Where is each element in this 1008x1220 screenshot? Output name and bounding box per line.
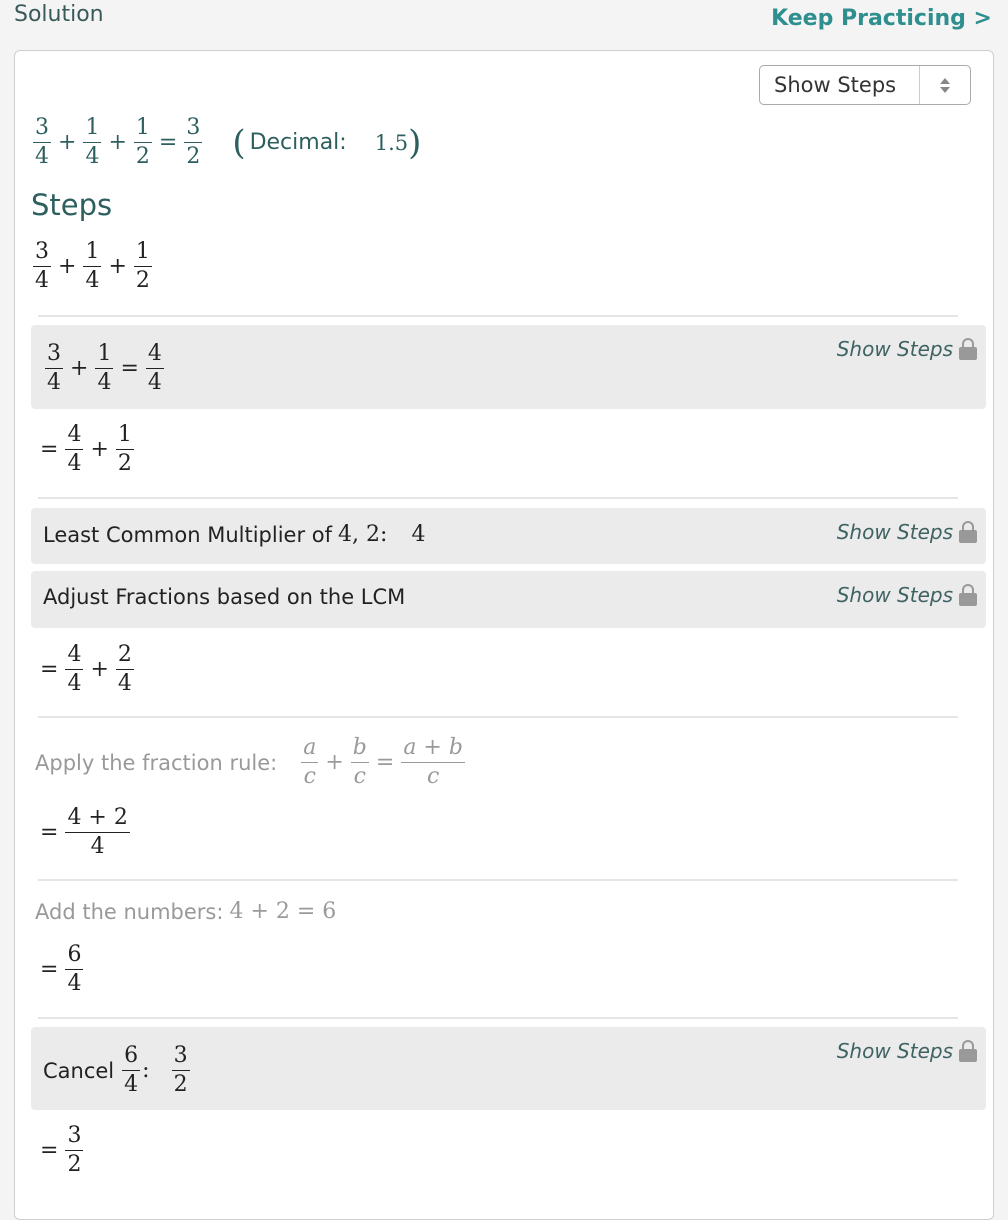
show-steps-button[interactable]: Show Steps	[837, 1039, 977, 1063]
result-line	[31, 117, 421, 168]
steps-start-expression	[31, 241, 154, 292]
math-operator: =	[40, 819, 59, 845]
fraction: $\frac{1}{4}$	[85, 239, 100, 293]
fraction: $\frac{4}{4}$	[67, 422, 82, 476]
fraction-rule-math	[299, 737, 467, 788]
step-line-3-math	[35, 644, 136, 695]
math-operator: +	[90, 436, 109, 462]
fraction: $\frac{1}{4}$	[97, 341, 112, 395]
substep-box-add	[31, 325, 986, 409]
fraction: $\frac{a}{c}$	[303, 735, 317, 789]
cancel-text: Cancel	[43, 1058, 115, 1083]
step-line-3	[35, 644, 136, 695]
lock-icon	[959, 521, 977, 543]
decimal-label: Decimal:	[249, 130, 347, 155]
fraction: $\frac{3}{2}$	[67, 1123, 82, 1177]
substep-box-cancel	[31, 1027, 986, 1110]
cancel-result: $\frac{3}{2}$	[173, 1043, 188, 1097]
step-line-5-math	[35, 944, 85, 995]
lock-icon	[959, 584, 977, 606]
keep-practicing-link[interactable]: Keep Practicing >	[771, 6, 992, 31]
cancel-colon: :	[142, 1058, 150, 1083]
divider	[38, 315, 958, 317]
top-bar	[0, 0, 1008, 40]
math-operator: +	[90, 656, 109, 682]
solution-label: Solution	[14, 2, 104, 27]
fraction: $\frac{1}{4}$	[85, 115, 100, 169]
step-line-2-math	[35, 424, 136, 475]
lcm-args: 4, 2:	[338, 522, 388, 547]
fraction: $\frac{3}{4}$	[35, 115, 49, 169]
add-numbers-line	[35, 899, 336, 924]
step-line-6-math	[35, 1125, 85, 1176]
lcm-text: Least Common Multiplier of	[43, 522, 333, 547]
divider	[38, 497, 958, 499]
math-operator: +	[108, 253, 127, 279]
decimal-value: 1.5	[374, 130, 409, 155]
show-steps-button[interactable]: Show Steps	[837, 583, 977, 607]
math-operator: +	[108, 129, 127, 155]
math-operator: +	[58, 129, 77, 155]
math-operator: =	[40, 656, 59, 682]
fraction: $\frac{1}{2}$	[135, 239, 150, 293]
decimal-result: ( Decimal: 1.5 )	[232, 122, 422, 163]
step-line-4-math	[35, 807, 132, 858]
step-line-6	[35, 1125, 85, 1176]
fraction-rule-line	[35, 737, 467, 788]
solution-card	[14, 50, 994, 1220]
lock-icon	[959, 1040, 977, 1062]
step-line-5	[35, 944, 85, 995]
select-arrows-icon	[919, 66, 970, 104]
fraction: $\frac{2}{4}$	[117, 642, 132, 696]
math-operator: +	[70, 355, 89, 381]
show-steps-select-value: Show Steps	[774, 73, 897, 97]
steps-title: Steps	[31, 188, 113, 222]
fraction: $\frac{4}{4}$	[147, 341, 162, 395]
math-operator: =	[158, 129, 178, 155]
add-numbers-text: Add the numbers:	[35, 899, 224, 924]
cancel-frac: $\frac{6}{4}$	[124, 1043, 139, 1097]
fraction: $\frac{a + b}{c}$	[403, 735, 463, 789]
divider	[38, 1017, 958, 1019]
fraction: $\frac{3}{4}$	[35, 239, 49, 293]
steps-start-math	[31, 241, 154, 292]
fraction: $\frac{b}{c}$	[352, 735, 367, 789]
result-expression	[31, 117, 204, 168]
fraction: $\frac{1}{2}$	[135, 115, 150, 169]
math-operator: =	[120, 355, 139, 381]
lcm-value: 4	[411, 522, 426, 547]
show-steps-select[interactable]	[759, 65, 971, 105]
substep-add-math	[43, 343, 166, 394]
substep-box-adjust	[31, 571, 986, 628]
fraction: $\frac{4}{4}$	[67, 642, 82, 696]
fraction: $\frac{4 + 2}{4}$	[67, 805, 128, 859]
math-operator: =	[40, 436, 59, 462]
adjust-text: Adjust Fractions based on the LCM	[43, 585, 406, 609]
math-operator: +	[58, 253, 77, 279]
lock-icon	[959, 338, 977, 360]
fraction: $\frac{3}{4}$	[47, 341, 61, 395]
divider	[38, 716, 958, 718]
math-operator: +	[325, 749, 344, 775]
fraction: $\frac{3}{2}$	[186, 115, 201, 169]
fraction: $\frac{6}{4}$	[67, 942, 82, 996]
divider	[38, 879, 958, 881]
substep-box-lcm	[31, 508, 986, 564]
math-operator: =	[40, 1137, 59, 1163]
add-numbers-expr: 4 + 2 = 6	[229, 899, 337, 924]
fraction-rule-text: Apply the fraction rule:	[35, 750, 278, 775]
show-steps-button[interactable]: Show Steps	[837, 337, 977, 361]
show-steps-button[interactable]: Show Steps	[837, 520, 977, 544]
step-line-4	[35, 807, 132, 858]
step-line-2	[35, 424, 136, 475]
math-operator: =	[375, 749, 395, 775]
fraction: $\frac{1}{2}$	[117, 422, 132, 476]
math-operator: =	[40, 956, 59, 982]
